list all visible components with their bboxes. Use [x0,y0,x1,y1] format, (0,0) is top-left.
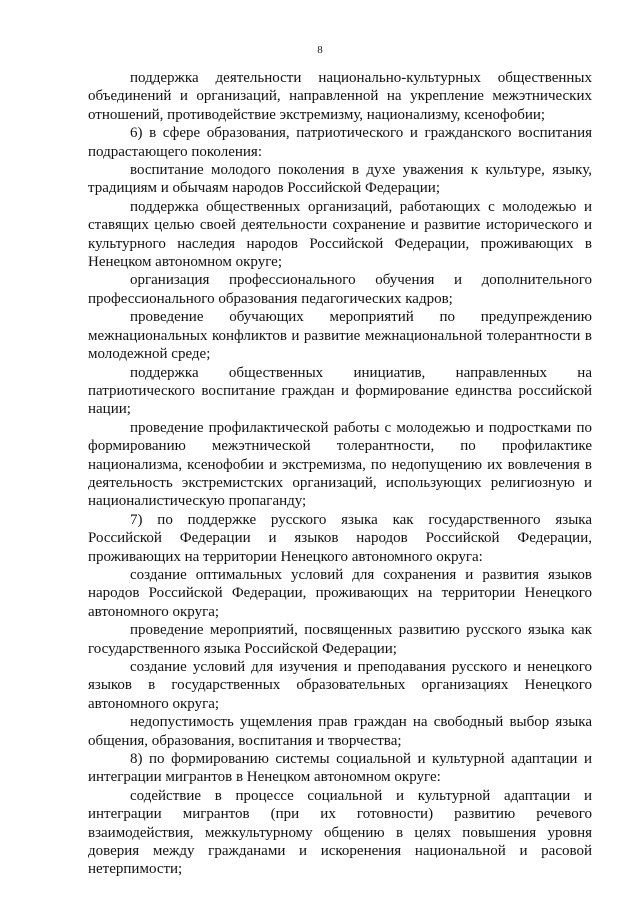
paragraph-support-public-initiatives: поддержка общественных инициатив, направленных на патриотического воспитание граждан и формирование единства российской нации; [88,364,592,418]
paragraph-russian-language-events: проведение мероприятий, посвященных развитию русского языка как государственного языка Российской Федерации; [88,622,592,657]
paragraph-teacher-training: организация профессионального обучения и дополнительного профессионального образования педагогических кадров; [88,272,592,307]
paragraph-language-choice-rights: недопустимость ущемления прав граждан на свободный выбор языка общения, образования, воспитания и творчества; [88,714,592,749]
paragraph-preventive-work: проведение профилактической работы с молодежью и подростками по формированию межэтнической толерантности, по профилактике национализма, ксенофобии и экстремизма, по недопущению их вовлечения в деятельность экстремистских организаций, использующих религиозную и националистическую пропаганду; [88,419,592,510]
paragraph-language-teaching-conditions: создание условий для изучения и преподавания русского и ненецкого языков в государственных образовательных организациях Ненецкого автономного округа; [88,659,592,712]
document-body [88,69,592,879]
paragraph-language-preservation: создание оптимальных условий для сохранения и развития языков народов Российской Федерации, проживающих на территории Ненецкого автономного округа; [88,566,592,620]
page-number: 8 [317,44,323,56]
paragraph-training-events: проведение обучающих мероприятий по предупреждению межнациональных конфликтов и развитие межнациональной толерантности в молодежной среде; [88,309,592,363]
paragraph-migrant-integration: содействие в процессе социальной и культурной адаптации и интеграции мигрантов (при их готовности) развитию речевого взаимодействия, межкультурному общению в целях повышения уровня доверия между гражданами и искоренения национальной и расовой нетерпимости; [88,787,592,878]
paragraph-youth-upbringing: воспитание молодого поколения в духе уважения к культуре, языку, традициям и обычаям народов Российской Федерации; [88,162,592,197]
paragraph-item-7-russian-language: 7) по поддержке русского языка как государственного языка Российской Федерации и языков народов Российской Федерации, проживающих на территории Ненецкого автономного округа: [88,511,592,565]
paragraph-item-6-education: 6) в сфере образования, патриотического и гражданского воспитания подрастающего поколения: [88,125,592,160]
paragraph-item-8-migrant-adaptation: 8) по формированию системы социальной и культурной адаптации и интеграции мигрантов в Ненецком автономном округе: [88,751,592,786]
paragraph-support-youth-organizations: поддержка общественных организаций, работающих с молодежью и ставящих целью своей деятельности сохранение и развитие исторического и культурного наследия народов Российской Федерации, проживающих в Ненецком автономном округе; [88,198,592,271]
paragraph-support-national-cultural-associations: поддержка деятельности национально-культурных общественных объединений и организаций, направленной на укрепление межэтнических отношений, противодействие экстремизму, национализму, ксенофобии; [88,70,592,123]
